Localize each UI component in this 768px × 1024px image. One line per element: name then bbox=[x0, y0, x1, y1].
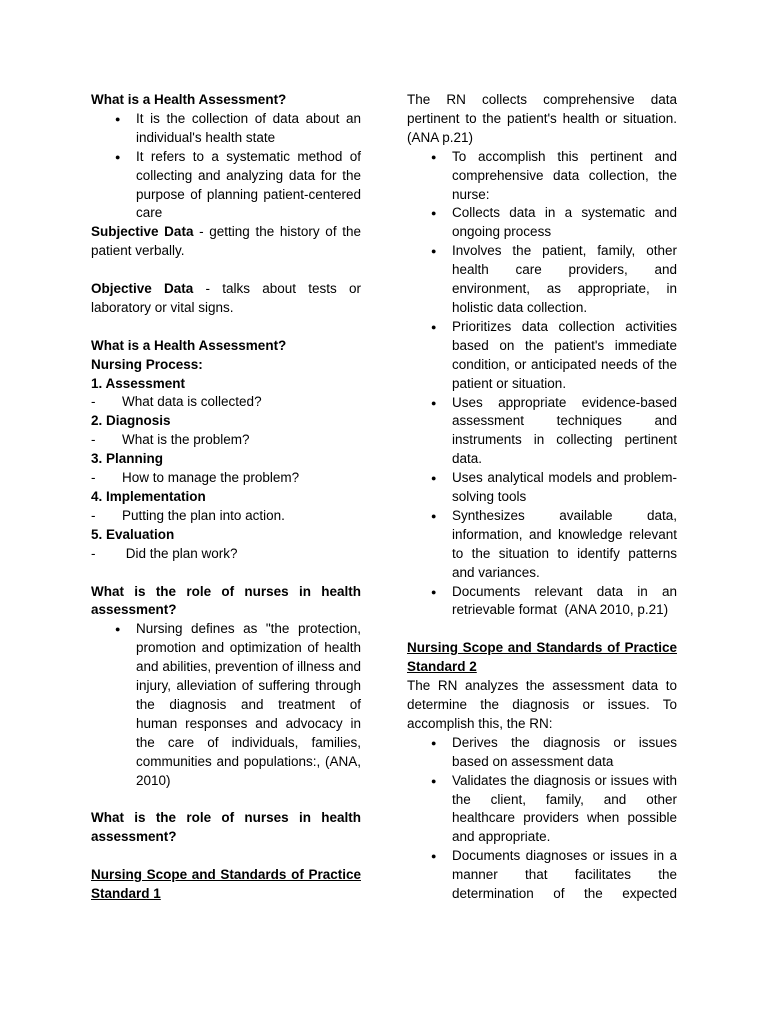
term-label: Objective Data bbox=[91, 281, 194, 297]
step-question: - What data is collected? bbox=[91, 393, 361, 412]
list-item: ● Documents diagnoses or issues in a manner that facilitates the determination of the expected bbox=[407, 847, 677, 904]
step-title: 3. Planning bbox=[91, 451, 164, 467]
step-title: 5. Evaluation bbox=[91, 526, 175, 542]
step-question: - What is the problem? bbox=[91, 431, 361, 450]
section-heading: What is the role of nurses in health assessment? bbox=[91, 583, 361, 618]
term-definition: - talks about tests or laboratory or vital signs. bbox=[91, 281, 361, 315]
list-item: ● Uses analytical models and problem-solving tools bbox=[407, 469, 677, 507]
section-heading: What is a Health Assessment? bbox=[91, 337, 287, 353]
list-item: ● Validates the diagnosis or issues with the client, family, and other healthcare providers when possible and appropriate. bbox=[407, 772, 677, 848]
list-item: ● Uses appropriate evidence-based assessment techniques and instruments in collecting pertinent data. bbox=[407, 394, 677, 470]
right-column bbox=[407, 91, 681, 904]
list-item: ● It refers to a systematic method of collecting and analyzing data for the purpose of planning patient-centered care bbox=[91, 148, 361, 224]
standard-2-intro: The RN analyzes the assessment data to determine the diagnosis or issues. To accomplish this, the RN: bbox=[407, 678, 677, 731]
left-column bbox=[91, 91, 361, 904]
process-title: Nursing Process: bbox=[91, 356, 203, 372]
standard-1-list bbox=[407, 148, 681, 621]
subjective-paragraph bbox=[91, 223, 361, 261]
list-item: ● It is the collection of data about an individual's health state bbox=[91, 110, 361, 148]
role-list bbox=[91, 620, 361, 790]
step-question: - Did the plan work? bbox=[91, 545, 361, 564]
list-item: ● Nursing defines as "the protection, promotion and optimization of health and abilities, prevention of illness and injury, alleviation of suffering through the diagnosis and treatment of human responses and advocacy in the care of individuals, families, communities and populations:, (ANA, 2010) bbox=[91, 620, 361, 790]
list-item: ● Documents relevant data in an retrievable format (ANA 2010, p.21) bbox=[407, 583, 677, 621]
list-item: ● Collects data in a systematic and ongoing process bbox=[407, 204, 677, 242]
step-question: - How to manage the problem? bbox=[91, 469, 361, 488]
list-item: ● Prioritizes data collection activities based on the patient's immediate condition, or anticipated needs of the patient or situation. bbox=[407, 318, 677, 394]
step-title: 2. Diagnosis bbox=[91, 413, 171, 429]
definition-list bbox=[91, 110, 361, 223]
list-item: ● Derives the diagnosis or issues based on assessment data bbox=[407, 734, 677, 772]
standard-2-heading: Nursing Scope and Standards of Practice Standard 2 bbox=[407, 640, 677, 675]
step-title: 1. Assessment bbox=[91, 375, 186, 391]
objective-paragraph bbox=[91, 280, 361, 318]
term-label: Subjective Data bbox=[91, 224, 194, 240]
section-heading: What is the role of nurses in health assessment? bbox=[91, 810, 361, 845]
term-definition: - getting the history of the patient verbally. bbox=[91, 224, 361, 259]
standard-2-list bbox=[407, 734, 677, 904]
list-item: ● To accomplish this pertinent and comprehensive data collection, the nurse: bbox=[407, 148, 677, 205]
step-question: - Putting the plan into action. bbox=[91, 507, 361, 526]
section-heading: What is a Health Assessment? bbox=[91, 92, 287, 107]
list-item: ● Involves the patient, family, other health care providers, and environment, as appropriate, in holistic data collection. bbox=[407, 242, 677, 318]
step-title: 4. Implementation bbox=[91, 489, 206, 504]
standard-1-intro: The RN collects comprehensive data pertinent to the patient's health or situation. (ANA p.21) bbox=[407, 92, 677, 145]
standard-1-heading: Nursing Scope and Standards of Practice Standard 1 bbox=[91, 867, 361, 901]
list-item: ● Synthesizes available data, information, and knowledge relevant to the situation to identify patterns and variances. bbox=[407, 507, 677, 583]
